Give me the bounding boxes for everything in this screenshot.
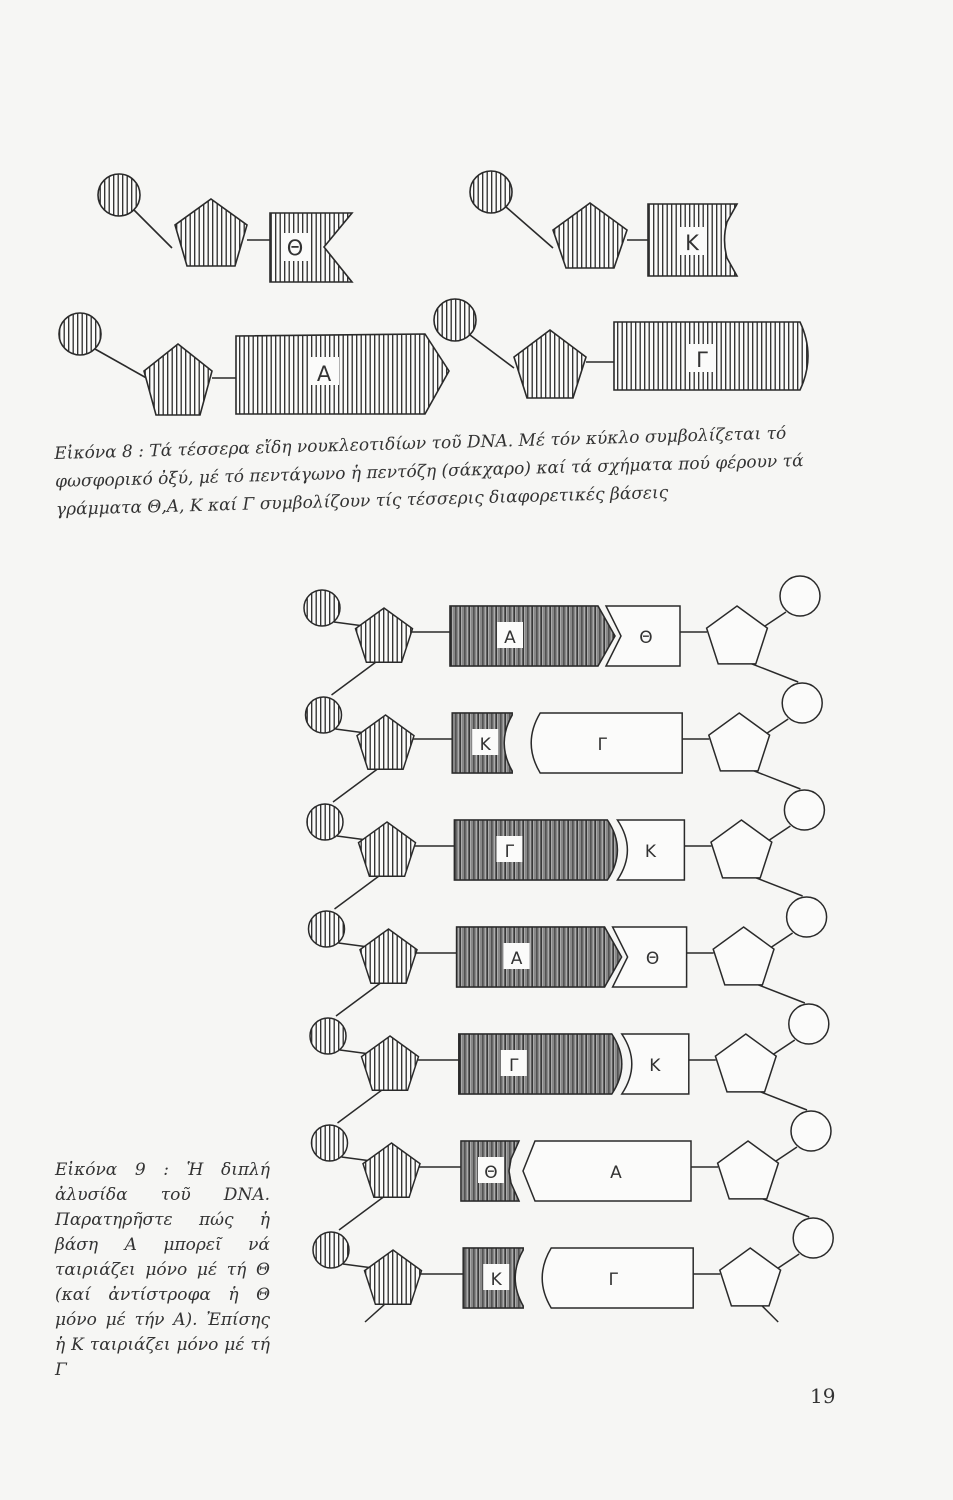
base-alpha-shape [236,334,449,414]
nucleotide-gamma [434,299,808,398]
phosphate-circle [307,804,343,840]
sugar-pentagon [175,199,247,266]
sugar-pentagon [144,344,212,415]
right-backbone [747,662,798,682]
phosphate-circle [470,171,512,213]
phosphate-circle [309,911,345,947]
figure-9-caption: Εἰκόνα 9 : Ἡ διπλή ἀλυσίδα τοῦ DNA. Παρατηρῆστε πώς ἡ βάση Α μπορεῖ νά ταιριάζει μόνο μέ τή Θ (καί ἀντίστροφα ἡ Θ μόνο μέ τήν Α). Ἐπίσης ἡ Κ ταιριάζει μόνο μέ τή Γ [55,1160,270,1380]
sugar-pentagon [365,1250,422,1304]
right-backbone [749,769,800,789]
right-base-label: Α [610,1163,622,1183]
left-base-hatch [450,606,615,666]
left-base-hatch [459,1034,622,1094]
left-backbone [335,876,380,909]
bond-line [95,349,150,380]
left-base-label: Θ [484,1163,498,1183]
phosphate-circle-outline [789,1004,829,1044]
sugar-pentagon-outline [711,820,772,878]
left-base-label: Γ [504,842,515,862]
right-base-shape [523,1141,691,1201]
right-base-label: Θ [645,949,660,969]
phosphate-circle-outline [793,1218,833,1258]
right-base-label: Γ [608,1270,618,1290]
left-base-hatch [454,820,617,880]
left-base-label: Κ [479,735,491,755]
left-base-label: Κ [490,1270,502,1290]
right-backbone [754,983,805,1003]
phosphate-circle [312,1125,348,1161]
bond-line [134,210,172,248]
phosphate-circle-outline [784,790,824,830]
left-backbone [333,769,378,802]
phosphate-circle [59,313,101,355]
left-backbone [336,983,381,1016]
bond-line [506,207,553,248]
phosphate-circle-outline [791,1111,831,1151]
sugar-pentagon-outline [707,606,768,664]
sugar-pentagon [356,608,413,662]
phosphate-circle-outline [782,683,822,723]
base-gamma-label: Γ [696,348,708,372]
phosphate-circle [304,590,340,626]
left-base-label: Γ [509,1056,519,1076]
left-base-hatch [457,927,622,987]
sugar-pentagon-outline [718,1141,779,1199]
sugar-pentagon-outline [709,713,770,771]
base-alpha-label: Α [316,362,332,386]
sugar-pentagon [553,203,627,268]
sugar-pentagon [357,715,414,769]
phosphate-circle [310,1018,346,1054]
sugar-pentagon [363,1143,420,1197]
sugar-pentagon-outline [720,1248,781,1306]
phosphate-circle-outline [780,576,820,616]
double-helix [304,576,833,1322]
phosphate-circle [313,1232,349,1268]
sugar-pentagon [360,929,417,983]
phosphate-circle [306,697,342,733]
right-base-label: Θ [639,628,653,648]
base-theta-label: Θ [286,236,304,260]
right-base-label: Κ [644,842,656,862]
right-base-label: Κ [649,1056,661,1076]
base-kappa-label: Κ [685,231,699,255]
right-backbone [751,876,802,896]
left-base-label: Α [504,628,516,648]
nucleotide-kappa [470,171,737,276]
figure-8-caption: Εἰκόνα 8 : Τά τέσσερα εἴδη νουκλεοτιδίων τοῦ DNA. Μέ τόν κύκλο συμβολίζεται τό φωσφορικό ὀξύ, μέ τό πεντάγωνο ἡ πεντόζη (σάκχαρο) καί τά σχήματα πού φέρουν τά γράμματα Θ,Α, Κ καί Γ συμβολίζουν τίς τέσσερις διαφορετικές βάσεις [54,423,804,520]
left-backbone [332,662,377,695]
right-backbone-end [760,1304,778,1322]
right-backbone [756,1090,807,1110]
left-backbone [339,1197,384,1230]
left-backbone [338,1090,383,1123]
sugar-pentagon [362,1036,419,1090]
right-backbone [758,1197,809,1217]
nucleotide-alpha [59,313,449,415]
sugar-pentagon-outline [715,1034,776,1092]
nucleotide-theta [98,174,352,282]
sugar-pentagon-outline [713,927,774,985]
sugar-pentagon [514,330,586,398]
right-base-label: Γ [597,735,607,755]
left-base-label: Α [510,949,523,969]
sugar-pentagon [359,822,416,876]
phosphate-circle [434,299,476,341]
phosphate-circle-outline [787,897,827,937]
bond-line [470,335,514,368]
phosphate-circle [98,174,140,216]
page-number: 19 [810,1384,836,1408]
left-backbone-end [365,1304,385,1322]
